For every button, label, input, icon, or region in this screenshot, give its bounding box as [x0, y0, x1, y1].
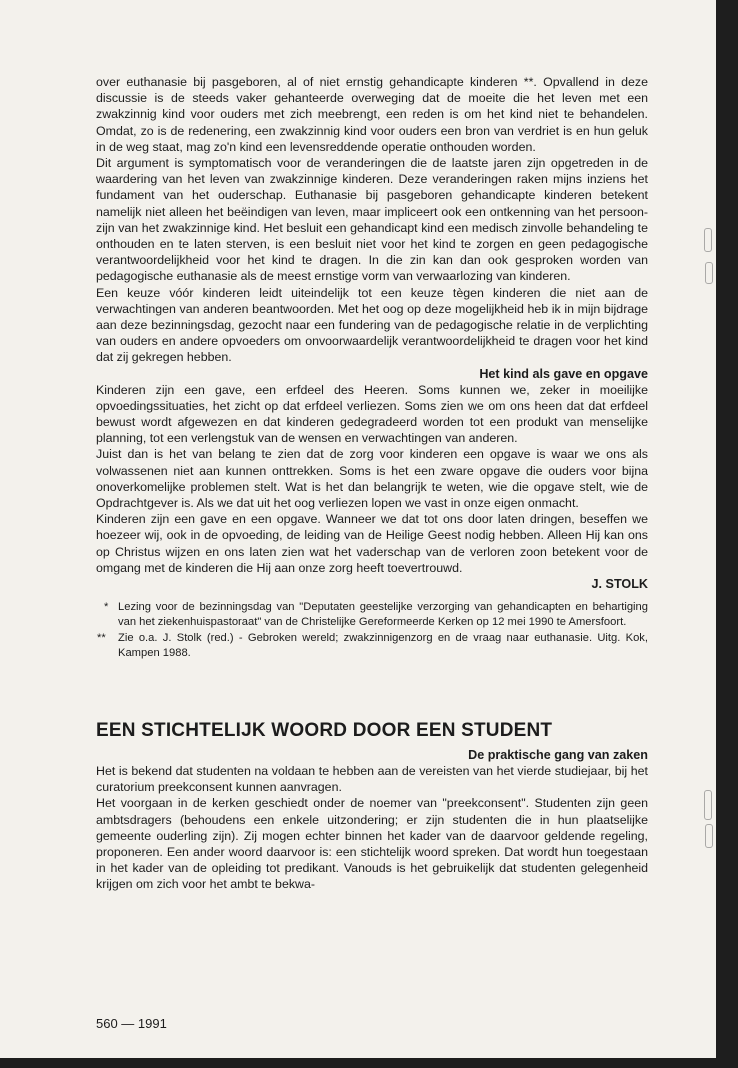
staple-mark: [705, 262, 713, 284]
paragraph: Juist dan is het van belang te zien dat de zorg voor kinderen een opgave is waar we ons als volwassenen niet aan kunnen onttrekken. Soms is het een zware opgave die ouders voor bijna onoverkomelijke problemen stelt. Wat is het dan belangrijk te weten, wie die opgave stelt, wie de Opdrachtgever is. Als we dat uit het oog verliezen lopen we vast in onze eigen onmacht.: [96, 447, 648, 511]
footnote: [96, 600, 648, 630]
paragraph: Het is bekend dat studenten na voldaan te hebben aan de vereisten van het vierde studiejaar, bij het curatorium preekconsent kunnen aanvragen.: [96, 763, 648, 795]
paragraph: Kinderen zijn een gave, een erfdeel des Heeren. Soms kunnen we, zeker in moeilijke opvoedingssituaties, het zicht op dat erfdeel verliezen. Soms zien we om ons heen dat dat erfdeel bewust wordt afgewezen en dat kinderen gedegradeerd worden tot een produkt van menselijke planning, tot een verlengstuk van de wensen en verwachtingen van anderen.: [96, 382, 648, 446]
section-heading: Het kind als gave en opgave: [479, 366, 648, 381]
section-heading: De praktische gang van zaken: [468, 747, 648, 762]
paragraph: Het voorgaan in de kerken geschiedt onder de noemer van "preekconsent". Studenten zijn geen ambtsdragers (behoudens een enkele uitzondering; er zijn studenten die in hun plaatselijke gemeente ouderling zijn). Zij mogen echter binnen het kader van de daarvoor geldende regeling, proponeren. Een ander woord daarvoor is: een stichtelijk woord spreken. Dat wordt hun toegestaan in het kader van de opleiding tot predikant. Vanouds is het gebruikelijk dat studenten gelegenheid krijgen om zich voor het ambt te bekwa-: [96, 796, 648, 892]
scan-edge: [0, 1058, 738, 1068]
footnotes: [96, 600, 648, 661]
paragraph: Een keuze vóór kinderen leidt uiteindelijk tot een keuze tègen kinderen die niet aan de verwachtingen van anderen beantwoorden. Met het oog op deze mogelijkheid heb ik in mijn bijdrage aan deze bezinningsdag, gezocht naar een fundering van de pedagogische relatie in de verplichting van ouders en andere opvoeders om onvoorwaardelijk verantwoordelijkheid te dragen voor het kind dat zij gekregen hebben.: [96, 285, 648, 365]
footnote-mark: **: [97, 631, 106, 644]
article-body: [96, 74, 648, 893]
author-signature: J. STOLK: [591, 577, 648, 592]
paragraph: over euthanasie bij pasgeboren, al of niet ernstig gehandicapte kinderen **. Opvallend in deze discussie is de steeds vaker gehanteerde overweging dat de moeite die het leven met een zwakzinnig kind voor ouders met zich meebrengt, een reden is om het kind niet te behandelen. Omdat, zo is de redenering, een zwakzinnig kind voor ouders een bron van verdriet is en hun geluk in de weg staat, mag zo'n kind een levensreddende operatie onthouden worden.: [96, 75, 648, 154]
page-number: 560 — 1991: [96, 1016, 167, 1031]
footnote-text: Lezing voor de bezinningsdag van "Deputaten geestelijke verzorging van gehandicapten en behartiging van het ziekenhuispastoraat" van de Christelijke Gereformeerde Kerken op 12 mei 1990 te Amersfoort.: [118, 601, 648, 629]
staple-mark: [704, 228, 712, 252]
paragraph: Kinderen zijn een gave en een opgave. Wanneer we dat tot ons door laten dringen, beseffen we hoezeer wij, ook in de opvoeding, de leiding van de Heilige Geest nodig hebben. Alleen Hij kan ons op Christus wijzen en ons laten zien wat het vaderschap van de verloren zoon betekent voor de omgang met de kinderen die Hij aan onze zorg heeft toevertrouwd.: [96, 512, 648, 575]
article-title: EEN STICHTELIJK WOORD DOOR EEN STUDENT: [96, 719, 553, 741]
staple-mark: [705, 824, 713, 848]
footnote: [96, 631, 648, 661]
footnote-text: Zie o.a. J. Stolk (red.) - Gebroken wereld; zwakzinnigenzorg en de vraag naar euthanasie. Uitg. Kok, Kampen 1988.: [118, 631, 648, 659]
staple-mark: [704, 790, 712, 820]
scan-edge: [716, 0, 738, 1068]
footnote-mark: *: [104, 601, 109, 614]
paragraph: Dit argument is symptomatisch voor de veranderingen die de laatste jaren zijn opgetreden in de waardering van het leven van zwakzinnige kinderen. Deze veranderingen raken mijns inziens het fundament van het ouderschap. Euthanasie bij pasgeboren gehandicapte kinderen betekent namelijk niet alleen het beëindigen van leven, maar impliceert ook een ontkenning van het persoon-zijn van het zwakzinnige kind. Het besluit een gehandicapt kind een medisch zinvolle behandeling te onthouden en te laten sterven, is een besluit niet voor het kind te zorgen en geen pedagogische verantwoordelijkheid voor het kind te dragen. In die zin kan dan ook gesproken worden van pedagogische euthanasie als de meest ernstige vorm van verwaarlozing van kinderen.: [96, 156, 648, 284]
